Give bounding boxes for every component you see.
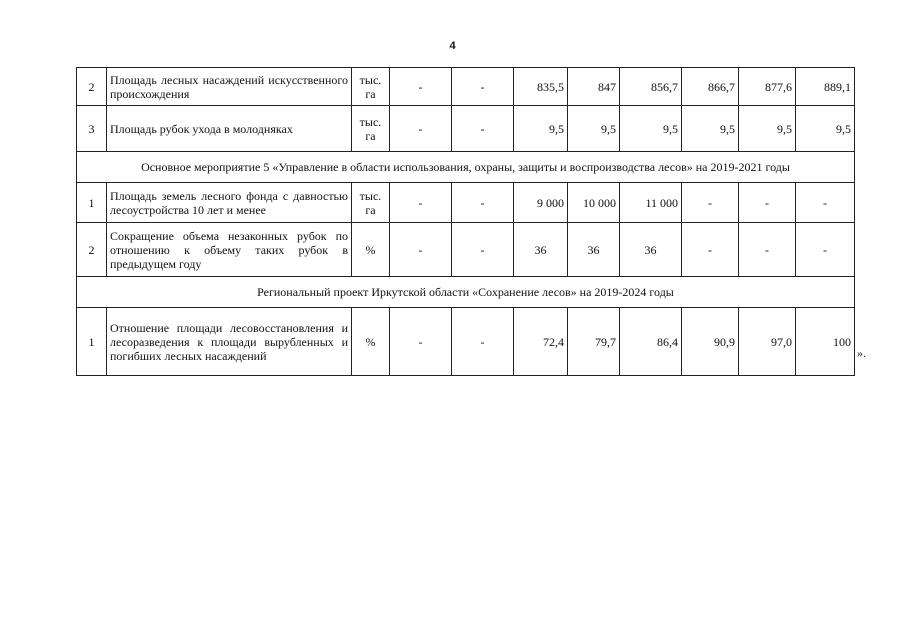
value-cell: 36 bbox=[568, 223, 620, 277]
value-cell: 835,5 bbox=[514, 68, 568, 106]
unit-cell: тыс. га bbox=[352, 183, 390, 223]
row-number: 2 bbox=[77, 223, 107, 277]
value-cell: 889,1 bbox=[796, 68, 855, 106]
table-row bbox=[77, 68, 855, 106]
value-cell: 100 bbox=[796, 308, 855, 376]
row-number: 2 bbox=[77, 68, 107, 106]
unit-cell: тыс. га bbox=[352, 106, 390, 152]
value-cell: 79,7 bbox=[568, 308, 620, 376]
value-cell: - bbox=[682, 223, 739, 277]
indicator-name: Отношение площади лесовосстановления и лесоразведения к площади вырубленных и погибших лесных насаждений bbox=[107, 308, 352, 376]
section-title: Региональный проект Иркутской области «Сохранение лесов» на 2019-2024 годы bbox=[77, 277, 855, 308]
page-number: 4 bbox=[449, 40, 456, 52]
value-cell: - bbox=[452, 308, 514, 376]
table-row bbox=[77, 106, 855, 152]
value-cell: - bbox=[390, 308, 452, 376]
value-cell: - bbox=[452, 183, 514, 223]
value-cell: 10 000 bbox=[568, 183, 620, 223]
indicator-name: Сокращение объема незаконных рубок по отношению к объему таких рубок в предыдущем году bbox=[107, 223, 352, 277]
value-cell: - bbox=[390, 106, 452, 152]
closing-quote: ». bbox=[857, 346, 866, 360]
value-cell: 877,6 bbox=[739, 68, 796, 106]
row-number: 1 bbox=[77, 183, 107, 223]
row-number: 3 bbox=[77, 106, 107, 152]
value-cell: - bbox=[390, 223, 452, 277]
value-cell: 9,5 bbox=[682, 106, 739, 152]
value-cell: 36 bbox=[514, 223, 568, 277]
section-row bbox=[77, 152, 855, 183]
value-cell: - bbox=[452, 68, 514, 106]
value-cell: 9,5 bbox=[514, 106, 568, 152]
value-cell: - bbox=[796, 223, 855, 277]
value-cell: 9,5 bbox=[568, 106, 620, 152]
value-cell: - bbox=[390, 183, 452, 223]
value-cell: 847 bbox=[568, 68, 620, 106]
value-cell: 86,4 bbox=[620, 308, 682, 376]
value-cell: 866,7 bbox=[682, 68, 739, 106]
unit-cell: % bbox=[352, 223, 390, 277]
value-cell: 9,5 bbox=[796, 106, 855, 152]
value-cell: 90,9 bbox=[682, 308, 739, 376]
value-cell: - bbox=[796, 183, 855, 223]
unit-cell: % bbox=[352, 308, 390, 376]
section-row bbox=[77, 277, 855, 308]
value-cell: - bbox=[739, 223, 796, 277]
value-cell: 36 bbox=[620, 223, 682, 277]
value-cell: 72,4 bbox=[514, 308, 568, 376]
indicator-name: Площадь рубок ухода в молодняках bbox=[107, 106, 352, 152]
table-row bbox=[77, 223, 855, 277]
value-cell: 9,5 bbox=[620, 106, 682, 152]
unit-cell: тыс. га bbox=[352, 68, 390, 106]
value-cell: - bbox=[390, 68, 452, 106]
indicator-name: Площадь лесных насаждений искусственного происхождения bbox=[107, 68, 352, 106]
section-title: Основное мероприятие 5 «Управление в области использования, охраны, защиты и воспроизводства лесов» на 2019-2021 годы bbox=[77, 152, 855, 183]
value-cell: - bbox=[452, 106, 514, 152]
value-cell: - bbox=[682, 183, 739, 223]
value-cell: - bbox=[739, 183, 796, 223]
row-number: 1 bbox=[77, 308, 107, 376]
value-cell: 856,7 bbox=[620, 68, 682, 106]
table-row bbox=[77, 183, 855, 223]
value-cell: 9,5 bbox=[739, 106, 796, 152]
indicator-name: Площадь земель лесного фонда с давностью лесоустройства 10 лет и менее bbox=[107, 183, 352, 223]
value-cell: 97,0 bbox=[739, 308, 796, 376]
value-cell: - bbox=[452, 223, 514, 277]
value-cell: 9 000 bbox=[514, 183, 568, 223]
value-cell: 11 000 bbox=[620, 183, 682, 223]
indicators-table bbox=[76, 67, 855, 376]
table-row bbox=[77, 308, 855, 376]
